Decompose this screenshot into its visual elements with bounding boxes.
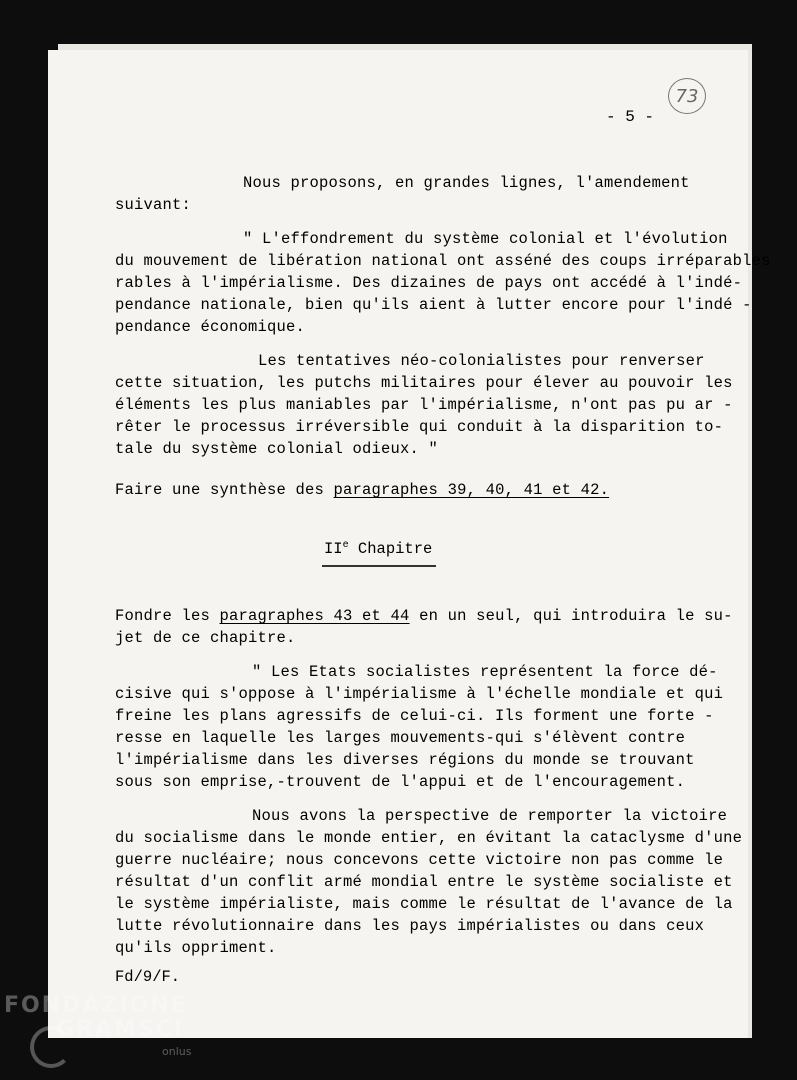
text-line (115, 606, 733, 626)
text-line (115, 480, 609, 500)
underlined-reference: paragraphes 39, 40, 41 et 42. (333, 481, 610, 499)
text-line: Nous proposons, en grandes lignes, l'amendement (243, 174, 690, 192)
document-reference: Fd/9/F. (115, 968, 181, 986)
text-line: Les tentatives néo-colonialistes pour renverser (258, 352, 705, 370)
chapter-heading (324, 540, 432, 558)
chapter-roman: II (324, 540, 343, 559)
text-line: pendance économique. (115, 318, 306, 336)
text-line: pendance nationale, bien qu'ils aient à lutter encore pour l'indé - (115, 296, 752, 314)
text-line: sous son emprise,-trouvent de l'appui et de l'encouragement. (115, 773, 686, 791)
text-run: en un seul, qui introduira le su- (409, 607, 733, 625)
text-line: Nous avons la perspective de remporter la victoire (252, 807, 728, 825)
text-line: " L'effondrement du système colonial et l'évolution (243, 230, 728, 248)
text-line: lutte révolutionnaire dans les pays impérialistes ou dans ceux (115, 917, 705, 935)
text-line: le système impérialiste, mais comme le résultat de l'avance de la (115, 895, 733, 913)
text-line: du socialisme dans le monde entier, en évitant la cataclysme d'une (115, 829, 743, 847)
underlined-reference: paragraphes 43 et 44 (219, 607, 410, 625)
watermark (4, 993, 192, 1058)
watermark-line-3: onlus (162, 1045, 192, 1058)
text-run: Fondre les (115, 607, 220, 625)
text-line: tale du système colonial odieux. " (115, 440, 439, 458)
text-line: resse en laquelle les larges mouvements-qui s'élèvent contre (115, 729, 686, 747)
text-line: freine les plans agressifs de celui-ci. Ils forment une forte - (115, 707, 714, 725)
text-line: cisive qui s'oppose à l'impérialisme à l'échelle mondiale et qui (115, 685, 724, 703)
text-line: " Les Etats socialistes représentent la force dé- (252, 663, 718, 681)
text-line: suivant: (115, 196, 192, 214)
text-line: qu'ils oppriment. (115, 939, 277, 957)
text-line: résultat d'un conflit armé mondial entre le système socialiste et (115, 873, 733, 891)
chapter-superscript: e (342, 540, 349, 551)
text-line: guerre nucléaire; nous concevons cette victoire non pas comme le (115, 851, 724, 869)
chapter-title: Chapitre (348, 540, 433, 559)
page-number: - 5 - (606, 108, 655, 126)
chapter-underline (322, 565, 436, 567)
text-run: Faire une synthèse des (115, 481, 334, 499)
watermark-line-2: GRAMSCI (56, 1017, 185, 1042)
text-line: l'impérialisme dans les diverses régions du monde se trouvant (115, 751, 695, 769)
text-line: cette situation, les putchs militaires pour élever au pouvoir les (115, 374, 733, 392)
text-line: jet de ce chapitre. (115, 629, 296, 647)
watermark-logo-icon (30, 1026, 72, 1068)
watermark-line-1: FONDAZIONE (4, 993, 188, 1018)
text-line: éléments les plus maniables par l'impérialisme, n'ont pas pu ar - (115, 396, 733, 414)
text-line: du mouvement de libération national ont asséné des coups irréparables (115, 252, 771, 270)
archive-number-stamp: 73 (668, 78, 706, 114)
text-line: rables à l'impérialisme. Des dizaines de pays ont accédé à l'indé- (115, 274, 743, 292)
text-line: rêter le processus irréversible qui conduit à la disparition to- (115, 418, 724, 436)
